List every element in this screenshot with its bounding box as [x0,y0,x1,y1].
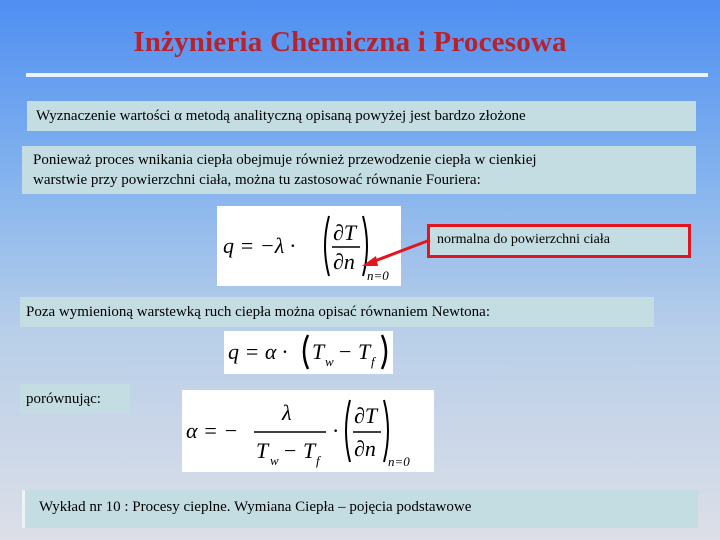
alpha-equation [182,390,434,472]
fourier-equation [217,206,401,286]
alpha-dot: · [332,418,340,443]
alpha-right-paren [384,400,388,462]
normal-direction-callout-text: normalna do powierzchni ciała [437,232,610,247]
newton-equation [224,331,393,374]
alpha-minus: − [284,438,297,463]
alpha-numerator: ∂T [354,403,378,428]
text-band-fourier-intro [22,146,696,194]
alpha-equation-svg [182,390,434,472]
text-band-alpha-complexity [27,101,696,131]
alpha-complexity-text: Wyznaczenie wartości α metodą analityczną opisaną powyżej jest bardzo złożone [36,108,526,124]
comparing-text: porównując: [26,391,101,407]
fourier-intro-line-1: Ponieważ proces wnikania ciepła obejmuje również przewodzenie ciepła w cienkiej [33,152,537,168]
newton-sub-w: w [325,354,334,369]
normal-direction-callout [427,224,691,258]
alpha-t-wall: T [256,438,269,463]
footer-band [22,490,698,528]
fourier-right-paren [363,216,367,276]
newton-t-wall: T [312,339,325,364]
newton-minus: − [339,339,352,364]
alpha-sub-w: w [270,453,279,468]
text-band-newton-intro [20,297,654,327]
newton-t-fluid: T [358,339,371,364]
newton-left-paren [304,335,308,369]
newton-lhs: q = α · [228,339,288,364]
alpha-subscript: n=0 [388,454,410,469]
fourier-denominator: ∂n [333,249,355,274]
newton-equation-svg [224,331,393,374]
fourier-numerator: ∂T [333,220,357,245]
alpha-lambda: λ [282,400,292,425]
alpha-denominator: ∂n [354,436,376,461]
text-band-comparing [20,384,130,414]
fourier-intro-line-2: warstwie przy powierzchni ciała, można tu zastosować równanie Fouriera: [33,172,481,188]
alpha-left-paren [346,400,350,462]
alpha-sub-f: f [316,453,320,468]
alpha-lhs: α = − [186,418,239,443]
alpha-t-fluid: T [303,438,316,463]
footer-text: Wykład nr 10 : Procesy cieplne. Wymiana Ciepła – pojęcia podstawowe [39,499,472,515]
newton-intro-text: Poza wymienioną warstewką ruch ciepła można opisać równaniem Newtona: [26,304,491,320]
fourier-left-paren [325,216,329,276]
title-underline [26,73,708,77]
slide-title: Inżynieria Chemiczna i Procesowa [133,26,567,58]
newton-sub-f: f [371,354,375,369]
newton-right-paren [382,335,386,369]
fourier-subscript: n=0 [367,268,389,283]
fourier-lhs: q = −λ · [223,233,296,258]
fourier-equation-svg [217,206,401,286]
